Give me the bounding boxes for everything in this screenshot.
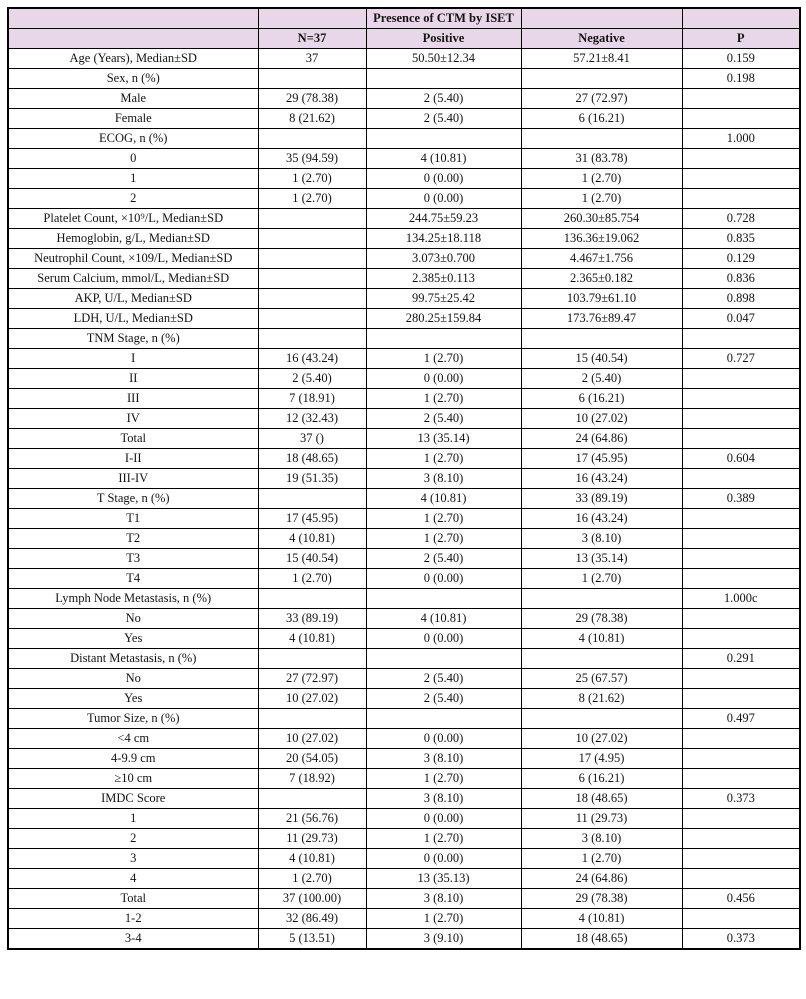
table-cell: 0 (0.00) bbox=[366, 189, 521, 209]
table-cell bbox=[682, 669, 800, 689]
table-cell: 136.36±19.062 bbox=[521, 229, 682, 249]
table-cell: 29 (78.38) bbox=[258, 89, 366, 109]
table-cell bbox=[258, 589, 366, 609]
table-cell: 4 (10.81) bbox=[366, 149, 521, 169]
row-label: 0 bbox=[8, 149, 258, 169]
table-cell: 16 (43.24) bbox=[258, 349, 366, 369]
table-row bbox=[8, 849, 800, 869]
table-cell: 1 (2.70) bbox=[521, 569, 682, 589]
table-cell bbox=[682, 849, 800, 869]
table-cell: 0.198 bbox=[682, 69, 800, 89]
table-row bbox=[8, 349, 800, 369]
table-row bbox=[8, 309, 800, 329]
row-label: Hemoglobin, g/L, Median±SD bbox=[8, 229, 258, 249]
table-cell: 29 (78.38) bbox=[521, 609, 682, 629]
table-cell: 33 (89.19) bbox=[521, 489, 682, 509]
table-cell bbox=[682, 109, 800, 129]
table-cell: 21 (56.76) bbox=[258, 809, 366, 829]
table-cell: 3 (8.10) bbox=[521, 829, 682, 849]
table-cell: 25 (67.57) bbox=[521, 669, 682, 689]
table-cell bbox=[682, 569, 800, 589]
row-label: IMDC Score bbox=[8, 789, 258, 809]
table-cell: 4 (10.81) bbox=[521, 629, 682, 649]
row-label: III-IV bbox=[8, 469, 258, 489]
row-label: 3-4 bbox=[8, 929, 258, 950]
table-row bbox=[8, 809, 800, 829]
table-cell: 173.76±89.47 bbox=[521, 309, 682, 329]
table-row bbox=[8, 869, 800, 889]
row-label: TNM Stage, n (%) bbox=[8, 329, 258, 349]
table-cell: 11 (29.73) bbox=[521, 809, 682, 829]
table-cell: 11 (29.73) bbox=[258, 829, 366, 849]
table-cell: 37 bbox=[258, 49, 366, 69]
table-cell: 3 (8.10) bbox=[366, 469, 521, 489]
table-cell: 1 (2.70) bbox=[366, 829, 521, 849]
table-row bbox=[8, 589, 800, 609]
header-cell-empty bbox=[258, 8, 366, 29]
table-cell bbox=[258, 269, 366, 289]
table-cell: 1 (2.70) bbox=[521, 169, 682, 189]
table-cell: 12 (32.43) bbox=[258, 409, 366, 429]
table-cell: 2.365±0.182 bbox=[521, 269, 682, 289]
table-cell bbox=[682, 329, 800, 349]
table-row bbox=[8, 769, 800, 789]
table-cell bbox=[258, 129, 366, 149]
table-cell: 15 (40.54) bbox=[521, 349, 682, 369]
table-cell: 57.21±8.41 bbox=[521, 49, 682, 69]
row-label: III bbox=[8, 389, 258, 409]
table-cell: 4 (10.81) bbox=[258, 529, 366, 549]
table-cell: 0.604 bbox=[682, 449, 800, 469]
table-cell: 10 (27.02) bbox=[258, 689, 366, 709]
row-label: ≥10 cm bbox=[8, 769, 258, 789]
table-row bbox=[8, 129, 800, 149]
header-cell-empty bbox=[8, 29, 258, 49]
table-cell: 2.385±0.113 bbox=[366, 269, 521, 289]
table-cell: 0.728 bbox=[682, 209, 800, 229]
row-label: Neutrophil Count, ×109/L, Median±SD bbox=[8, 249, 258, 269]
header-cell-p: P bbox=[682, 29, 800, 49]
table-cell: 1.000 bbox=[682, 129, 800, 149]
table-cell bbox=[366, 69, 521, 89]
row-label: Distant Metastasis, n (%) bbox=[8, 649, 258, 669]
table-cell: 99.75±25.42 bbox=[366, 289, 521, 309]
table-cell bbox=[682, 389, 800, 409]
table-cell: 0 (0.00) bbox=[366, 849, 521, 869]
table-cell: 0.835 bbox=[682, 229, 800, 249]
header-cell-empty bbox=[8, 8, 258, 29]
table-row bbox=[8, 749, 800, 769]
table-cell bbox=[521, 709, 682, 729]
row-label: Female bbox=[8, 109, 258, 129]
table-row bbox=[8, 889, 800, 909]
table-cell: 2 (5.40) bbox=[366, 669, 521, 689]
row-label: <4 cm bbox=[8, 729, 258, 749]
table-cell: 24 (64.86) bbox=[521, 429, 682, 449]
row-label: Yes bbox=[8, 689, 258, 709]
table-cell: 0.389 bbox=[682, 489, 800, 509]
table-cell: 16 (43.24) bbox=[521, 509, 682, 529]
table-body bbox=[8, 49, 800, 950]
row-label: Serum Calcium, mmol/L, Median±SD bbox=[8, 269, 258, 289]
table-cell: 31 (83.78) bbox=[521, 149, 682, 169]
header-row-columns bbox=[8, 29, 800, 49]
table-cell bbox=[366, 709, 521, 729]
table-cell: 7 (18.91) bbox=[258, 389, 366, 409]
table-row bbox=[8, 289, 800, 309]
row-label: I bbox=[8, 349, 258, 369]
table-cell: 10 (27.02) bbox=[521, 729, 682, 749]
table-cell bbox=[366, 589, 521, 609]
table-cell: 1 (2.70) bbox=[366, 389, 521, 409]
table-cell: 3 (9.10) bbox=[366, 929, 521, 950]
table-cell: 0.373 bbox=[682, 929, 800, 950]
table-cell: 0 (0.00) bbox=[366, 169, 521, 189]
table-cell: 8 (21.62) bbox=[521, 689, 682, 709]
table-row bbox=[8, 169, 800, 189]
table-cell: 10 (27.02) bbox=[258, 729, 366, 749]
row-label: Age (Years), Median±SD bbox=[8, 49, 258, 69]
table-row bbox=[8, 89, 800, 109]
table-cell bbox=[521, 69, 682, 89]
table-cell: 17 (4.95) bbox=[521, 749, 682, 769]
table-cell bbox=[682, 869, 800, 889]
table-cell: 1 (2.70) bbox=[521, 189, 682, 209]
table-cell bbox=[682, 749, 800, 769]
row-label: Total bbox=[8, 889, 258, 909]
table-cell: 32 (86.49) bbox=[258, 909, 366, 929]
table-cell: 27 (72.97) bbox=[521, 89, 682, 109]
table-cell: 3 (8.10) bbox=[366, 889, 521, 909]
table-cell bbox=[258, 649, 366, 669]
table-row bbox=[8, 469, 800, 489]
table-row bbox=[8, 329, 800, 349]
table-cell: 0 (0.00) bbox=[366, 569, 521, 589]
table-cell bbox=[258, 249, 366, 269]
table-cell: 17 (45.95) bbox=[521, 449, 682, 469]
table-cell: 4 (10.81) bbox=[366, 609, 521, 629]
row-label: LDH, U/L, Median±SD bbox=[8, 309, 258, 329]
table-row bbox=[8, 209, 800, 229]
table-cell bbox=[682, 909, 800, 929]
table-cell: 17 (45.95) bbox=[258, 509, 366, 529]
table-row bbox=[8, 669, 800, 689]
table-cell: 1 (2.70) bbox=[258, 189, 366, 209]
table-cell: 3.073±0.700 bbox=[366, 249, 521, 269]
table-cell: 0 (0.00) bbox=[366, 369, 521, 389]
table-cell bbox=[682, 829, 800, 849]
table-cell: 13 (35.13) bbox=[366, 869, 521, 889]
table-row bbox=[8, 569, 800, 589]
row-label: 1-2 bbox=[8, 909, 258, 929]
table-row bbox=[8, 789, 800, 809]
row-label: T1 bbox=[8, 509, 258, 529]
table-cell: 1 (2.70) bbox=[366, 449, 521, 469]
table-cell bbox=[682, 89, 800, 109]
table-cell: 280.25±159.84 bbox=[366, 309, 521, 329]
table-cell bbox=[682, 809, 800, 829]
table-cell: 16 (43.24) bbox=[521, 469, 682, 489]
table-row bbox=[8, 489, 800, 509]
table-cell: 4.467±1.756 bbox=[521, 249, 682, 269]
table-cell: 18 (48.65) bbox=[521, 789, 682, 809]
table-cell: 1 (2.70) bbox=[366, 349, 521, 369]
table-cell: 3 (8.10) bbox=[366, 789, 521, 809]
table-cell: 1 (2.70) bbox=[258, 169, 366, 189]
row-label: ECOG, n (%) bbox=[8, 129, 258, 149]
row-label: I-II bbox=[8, 449, 258, 469]
table-cell: 4 (10.81) bbox=[521, 909, 682, 929]
table-cell bbox=[682, 189, 800, 209]
table-cell: 0.373 bbox=[682, 789, 800, 809]
table-row bbox=[8, 529, 800, 549]
table-cell: 0.727 bbox=[682, 349, 800, 369]
table-row bbox=[8, 69, 800, 89]
table-cell bbox=[682, 429, 800, 449]
table-row bbox=[8, 229, 800, 249]
table-cell: 6 (16.21) bbox=[521, 769, 682, 789]
row-label: T Stage, n (%) bbox=[8, 489, 258, 509]
table-cell bbox=[258, 289, 366, 309]
table-cell bbox=[682, 409, 800, 429]
table-row bbox=[8, 249, 800, 269]
table-row bbox=[8, 449, 800, 469]
table-cell: 0.291 bbox=[682, 649, 800, 669]
table-row bbox=[8, 649, 800, 669]
table-cell bbox=[258, 69, 366, 89]
table-cell bbox=[682, 689, 800, 709]
table-cell: 1 (2.70) bbox=[258, 569, 366, 589]
table-cell bbox=[258, 229, 366, 249]
row-label: Lymph Node Metastasis, n (%) bbox=[8, 589, 258, 609]
table-cell: 0.898 bbox=[682, 289, 800, 309]
table-cell: 2 (5.40) bbox=[366, 689, 521, 709]
table-cell: 6 (16.21) bbox=[521, 109, 682, 129]
table-cell: 260.30±85.754 bbox=[521, 209, 682, 229]
header-cell-n: N=37 bbox=[258, 29, 366, 49]
table-cell: 2 (5.40) bbox=[366, 109, 521, 129]
table-cell: 0.456 bbox=[682, 889, 800, 909]
row-label: 2 bbox=[8, 189, 258, 209]
table-row bbox=[8, 689, 800, 709]
table-cell bbox=[521, 589, 682, 609]
row-label: No bbox=[8, 669, 258, 689]
table-row bbox=[8, 829, 800, 849]
table-header bbox=[8, 8, 800, 49]
row-label: II bbox=[8, 369, 258, 389]
table-cell: 19 (51.35) bbox=[258, 469, 366, 489]
table-cell: 0.159 bbox=[682, 49, 800, 69]
row-label: 2 bbox=[8, 829, 258, 849]
table-cell: 0 (0.00) bbox=[366, 629, 521, 649]
row-label: 4 bbox=[8, 869, 258, 889]
table-cell: 5 (13.51) bbox=[258, 929, 366, 950]
table-cell: 2 (5.40) bbox=[366, 89, 521, 109]
row-label: Yes bbox=[8, 629, 258, 649]
table-cell bbox=[258, 329, 366, 349]
row-label: 4-9.9 cm bbox=[8, 749, 258, 769]
table-row bbox=[8, 709, 800, 729]
table-cell: 37 (100.00) bbox=[258, 889, 366, 909]
table-cell: 2 (5.40) bbox=[521, 369, 682, 389]
table-cell: 4 (10.81) bbox=[258, 849, 366, 869]
table-cell: 37 () bbox=[258, 429, 366, 449]
table-cell: 1 (2.70) bbox=[521, 849, 682, 869]
table-cell: 2 (5.40) bbox=[366, 549, 521, 569]
table-row bbox=[8, 49, 800, 69]
patient-characteristics-table bbox=[7, 7, 801, 950]
table-cell: 0 (0.00) bbox=[366, 809, 521, 829]
table-cell bbox=[366, 329, 521, 349]
table-row bbox=[8, 389, 800, 409]
row-label: 3 bbox=[8, 849, 258, 869]
table-row bbox=[8, 629, 800, 649]
table-cell: 0 (0.00) bbox=[366, 729, 521, 749]
table-cell: 0.047 bbox=[682, 309, 800, 329]
table-cell: 10 (27.02) bbox=[521, 409, 682, 429]
table-cell bbox=[682, 369, 800, 389]
table-cell: 1.000c bbox=[682, 589, 800, 609]
table-cell: 35 (94.59) bbox=[258, 149, 366, 169]
row-label: Sex, n (%) bbox=[8, 69, 258, 89]
table-cell: 244.75±59.23 bbox=[366, 209, 521, 229]
table-cell: 0.129 bbox=[682, 249, 800, 269]
header-cell-empty bbox=[682, 8, 800, 29]
header-cell-negative: Negative bbox=[521, 29, 682, 49]
table-row bbox=[8, 509, 800, 529]
table-row bbox=[8, 149, 800, 169]
table-row bbox=[8, 729, 800, 749]
table-cell: 1 (2.70) bbox=[366, 509, 521, 529]
table-cell: 24 (64.86) bbox=[521, 869, 682, 889]
table-row bbox=[8, 429, 800, 449]
table-row bbox=[8, 609, 800, 629]
table-cell: 2 (5.40) bbox=[366, 409, 521, 429]
table-cell: 0.836 bbox=[682, 269, 800, 289]
table-cell: 0.497 bbox=[682, 709, 800, 729]
table-row bbox=[8, 549, 800, 569]
table-cell: 13 (35.14) bbox=[366, 429, 521, 449]
table-cell bbox=[366, 649, 521, 669]
table-cell bbox=[258, 789, 366, 809]
table-cell bbox=[682, 529, 800, 549]
table-cell bbox=[258, 709, 366, 729]
table-row bbox=[8, 109, 800, 129]
header-cell-ctm-iset: Presence of CTM by ISET bbox=[366, 8, 521, 29]
table-cell bbox=[682, 169, 800, 189]
table-cell: 134.25±18.118 bbox=[366, 229, 521, 249]
table-cell bbox=[366, 129, 521, 149]
table-cell bbox=[682, 729, 800, 749]
table-cell: 29 (78.38) bbox=[521, 889, 682, 909]
row-label: Platelet Count, ×10⁹/L, Median±SD bbox=[8, 209, 258, 229]
table-cell: 18 (48.65) bbox=[521, 929, 682, 950]
table-cell: 20 (54.05) bbox=[258, 749, 366, 769]
row-label: IV bbox=[8, 409, 258, 429]
table-cell bbox=[258, 489, 366, 509]
table-cell: 13 (35.14) bbox=[521, 549, 682, 569]
table-cell: 1 (2.70) bbox=[366, 769, 521, 789]
header-cell-positive: Positive bbox=[366, 29, 521, 49]
table-cell: 7 (18.92) bbox=[258, 769, 366, 789]
row-label: Male bbox=[8, 89, 258, 109]
row-label: T3 bbox=[8, 549, 258, 569]
table-row bbox=[8, 189, 800, 209]
table-cell: 50.50±12.34 bbox=[366, 49, 521, 69]
table-cell: 2 (5.40) bbox=[258, 369, 366, 389]
row-label: Total bbox=[8, 429, 258, 449]
row-label: 1 bbox=[8, 169, 258, 189]
table-cell bbox=[521, 329, 682, 349]
row-label: 1 bbox=[8, 809, 258, 829]
table-row bbox=[8, 269, 800, 289]
table-cell: 33 (89.19) bbox=[258, 609, 366, 629]
table-cell: 103.79±61.10 bbox=[521, 289, 682, 309]
table-cell: 15 (40.54) bbox=[258, 549, 366, 569]
table-cell bbox=[521, 129, 682, 149]
header-row-span bbox=[8, 8, 800, 29]
table-cell bbox=[682, 509, 800, 529]
row-label: Tumor Size, n (%) bbox=[8, 709, 258, 729]
table-row bbox=[8, 369, 800, 389]
table-cell: 27 (72.97) bbox=[258, 669, 366, 689]
table-cell: 4 (10.81) bbox=[258, 629, 366, 649]
table-cell bbox=[682, 629, 800, 649]
table-cell bbox=[258, 309, 366, 329]
table-cell: 18 (48.65) bbox=[258, 449, 366, 469]
table-cell: 3 (8.10) bbox=[366, 749, 521, 769]
table-cell bbox=[682, 609, 800, 629]
table-cell: 1 (2.70) bbox=[366, 909, 521, 929]
table-cell: 1 (2.70) bbox=[258, 869, 366, 889]
table-cell bbox=[682, 149, 800, 169]
table-cell: 3 (8.10) bbox=[521, 529, 682, 549]
table-cell bbox=[682, 469, 800, 489]
row-label: T4 bbox=[8, 569, 258, 589]
row-label: No bbox=[8, 609, 258, 629]
table-cell bbox=[682, 769, 800, 789]
table-cell: 8 (21.62) bbox=[258, 109, 366, 129]
row-label: T2 bbox=[8, 529, 258, 549]
row-label: AKP, U/L, Median±SD bbox=[8, 289, 258, 309]
table-cell: 6 (16.21) bbox=[521, 389, 682, 409]
table-row bbox=[8, 929, 800, 950]
header-cell-empty bbox=[521, 8, 682, 29]
table-cell bbox=[682, 549, 800, 569]
table-cell: 1 (2.70) bbox=[366, 529, 521, 549]
table-row bbox=[8, 409, 800, 429]
table-cell bbox=[521, 649, 682, 669]
table-cell: 4 (10.81) bbox=[366, 489, 521, 509]
table-cell bbox=[258, 209, 366, 229]
table-row bbox=[8, 909, 800, 929]
